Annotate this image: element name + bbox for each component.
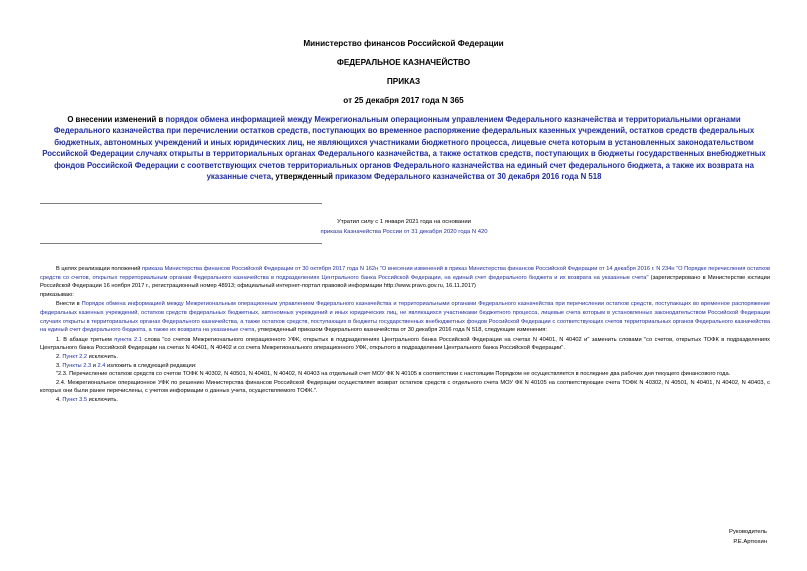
lost-force-link[interactable]: приказа Казначейства России от 31 декабря 2020 года N 420 — [320, 229, 488, 235]
paragraph-item-3 — [40, 362, 770, 371]
document-date-number: от 25 декабря 2017 года N 365 — [343, 96, 464, 105]
item-3-and: и — [91, 362, 98, 369]
title-link-procedure[interactable]: порядок обмена информацией между Межрегиональным операционным управлением Федерального казначейства и территориальными органами Федерального казначейства при перечислении остатков средств, поступающих во временное распоряжение федеральных казенных учреждений, остатков средств федеральных бюджетных, автономных учреждений и иных юридических лиц, не являющихся участниками бюджетного процесса, лицевые счета которым в установленных законодательством Российской Федерации случаях открыты в территориальных органах Федерального казначейства, а также остатков средств, поступающих в бюджеты государственных внебюджетных фондов Российской Федерации с соответствующих счетов территориальных органов Федерального казначейства на единый счет федерального бюджета, а также их возврата на указанные счета — [42, 115, 766, 182]
paragraph-item-1 — [40, 336, 770, 353]
signatory-role: Руководитель — [729, 529, 767, 535]
document-type: ПРИКАЗ — [386, 77, 421, 86]
paragraph-quote-2-3: "2.3. Перечисление остатков средств со счетов ТОФК N 40302, N 40501, N 40401, N 40402, N 40403 на отдельный счет МОУ ФК N 40105 в соответствии с настоящим Порядком не осуществляется в последние два рабочих дня текущего финансового года. — [56, 371, 731, 378]
paragraph-order-word: приказываю: — [40, 291, 74, 298]
amend-intro-text: Внести в — [56, 301, 82, 308]
item-1-link[interactable]: пункта 2.1 — [114, 336, 142, 343]
item-2-text: 2. — [56, 353, 63, 360]
item-2-link[interactable]: Пункт 2.2 — [62, 353, 88, 360]
signatory-name: Р.Е.Артюхин — [733, 539, 767, 545]
item-3-link-2-4[interactable]: 2.4 — [97, 362, 106, 369]
ministry-heading: Министерство финансов Российской Федерации — [303, 39, 504, 48]
title-prefix: О внесении изменений в — [67, 115, 166, 124]
item-3-link-2-3[interactable]: Пункты 2.3 — [62, 362, 92, 369]
item-3-tail: изложить в следующей редакции: — [105, 362, 197, 369]
agency-heading: ФЕДЕРАЛЬНОЕ КАЗНАЧЕЙСТВО — [336, 58, 471, 67]
paragraph-amend-intro — [40, 300, 770, 334]
divider-bottom — [40, 243, 322, 244]
paragraph-item-4 — [40, 396, 770, 405]
preamble-registration: (зарегистрировано в Министерстве юстиции Российской Федерации 16 ноября 2017 г., регистрационный номер 48913; официальный интернет-портал правовой информации http://www.pravo.gov.ru, 16.11.2017) — [40, 274, 771, 290]
document-body — [40, 265, 770, 405]
divider-top — [40, 203, 322, 204]
lost-force-text: Утратил силу с 1 января 2021 года на основании — [337, 219, 471, 225]
amend-link-procedure[interactable]: Порядок обмена информацией между Межрегиональным операционным управлением Федерального казначейства и территориальными органами Федерального казначейства при перечислении остатков средств, поступающих во временное распоряжение федеральных казенных учреждений, остатков средств федеральных бюджетных, автономных учреждений и иных юридических лиц, не являющихся участниками бюджетного процесса, лицевые счета которым в установленных законодательством Российской Федерации случаях открыты в территориальных органах Федерального казначейства, а также остатков средств, поступающих в бюджеты государственных внебюджетных фондов Российской Федерации с соответствующих счетов территориальных органов Федерального казначейства на единый счет федерального бюджета, а также их возврата на указанные счета — [40, 301, 771, 334]
signature-block — [729, 527, 767, 547]
item-2-tail: исключить. — [87, 353, 118, 360]
item-1-tail: слова "со счетов Межрегионального операционного УФК, открытых в подразделениях Центрального банка Российской Федерации на счетах N 40401, N 40402 и" заменить словами "со счетов, открытых ТОФК в подразделениях Центрального банка Российской Федерации на счетах N 40401, N 40402 и со счета Межрегионального операционного УФК, открытого в подразделении Центрального банка Российской Федерации". — [40, 336, 770, 352]
lost-force-note — [200, 217, 608, 237]
item-4-tail: исключить. — [87, 396, 118, 403]
title-link-order[interactable]: приказом Федерального казначейства от 30 декабря 2016 года N 518 — [335, 172, 602, 182]
preamble-text: В целях реализации положений — [56, 266, 142, 272]
preamble-link-minfin-order[interactable]: приказа Министерства финансов Российской Федерации от 30 октября 2017 года N 162н "О внесении изменений в приказ Министерства финансов Российской Федерации от 14 декабря 2016 г. N 234н "О Порядке перечисления остатков средств со счетов, открытых территориальным органам Федерального казначейства в подразделениях Центрального банка Российской Федерации, на единый счет федерального бюджета и их возврата на указанные счета" — [40, 266, 770, 281]
item-3-text: 3. — [56, 362, 63, 369]
document-title — [40, 114, 768, 182]
paragraph-preamble — [40, 265, 770, 291]
paragraph-quote-2-4: 2.4. Межрегиональное операционное УФК по решению Министерства финансов Российской Федерации осуществляет возврат остатков средств с отдельного счета МОУ ФК N 40105 на соответствующие счета ТОФК N 40302, N 40501, N 40401, N 40402, N 40403, с которых они были ранее перечислены, с учетом информации о данных учета, осуществляемого ТОФК.". — [40, 379, 770, 395]
title-mid: , утвержденный — [271, 172, 336, 182]
paragraph-item-2 — [40, 353, 770, 362]
item-1-text: 1. В абзаце третьем — [56, 336, 115, 343]
item-4-link[interactable]: Пункт 3.5 — [62, 396, 88, 403]
item-4-text: 4. — [56, 396, 63, 403]
amend-intro-tail: , утвержденный приказом Федерального казначейства от 30 декабря 2016 года N 518, следующие изменения: — [254, 327, 547, 334]
